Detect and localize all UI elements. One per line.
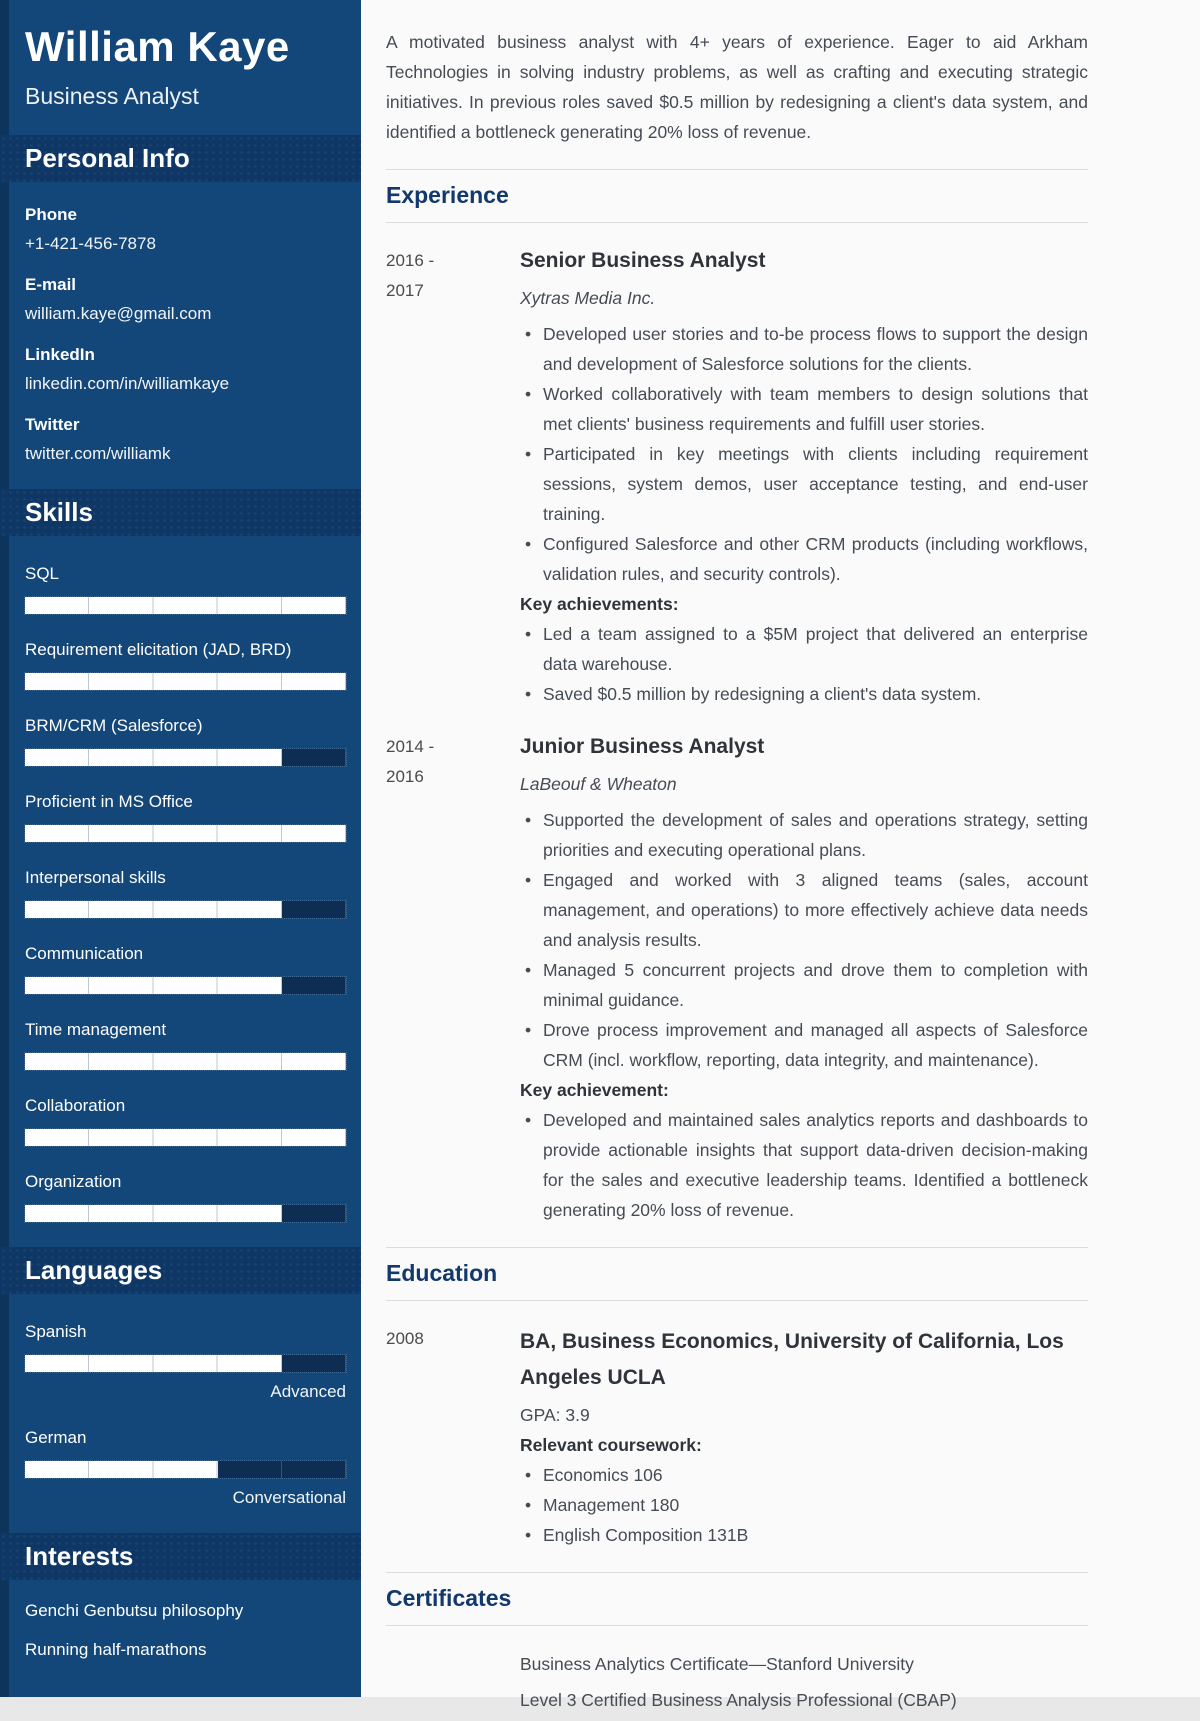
skill-level-bar xyxy=(25,749,346,766)
job-title: Junior Business Analyst xyxy=(520,735,765,758)
experience-section-header xyxy=(386,169,1088,223)
education-body xyxy=(520,1324,1088,1550)
bar-segment-grid xyxy=(25,597,346,614)
languages-section-header xyxy=(0,1247,361,1294)
job-duty: • Worked collaboratively with team members to design solutions that met clients' business requirements and fulfill user stories. xyxy=(520,379,1088,439)
job-duty: • Supported the development of sales and operations strategy, setting priorities and executing operational plans. xyxy=(520,805,1088,865)
bar-segment-grid xyxy=(25,1205,346,1222)
personal-info-list xyxy=(0,182,361,464)
languages-heading: Languages xyxy=(25,1255,163,1285)
phone-value: +1-421-456-7878 xyxy=(25,234,156,253)
skills-heading: Skills xyxy=(25,497,93,527)
job-duty: • Configured Salesforce and other CRM products (including workflows, validation rules, and security controls). xyxy=(520,529,1088,589)
twitter-value: twitter.com/williamk xyxy=(25,444,171,463)
date-end: 2017 xyxy=(386,281,424,300)
education-year: 2008 xyxy=(386,1329,424,1348)
key-achievement: • Saved $0.5 million by redesigning a client's data system. xyxy=(520,679,1088,709)
date-start: 2014 - xyxy=(386,737,435,756)
experience-body xyxy=(520,732,1088,1225)
skill-name: Organization xyxy=(25,1172,122,1191)
candidate-name: William Kaye xyxy=(25,23,290,70)
candidate-job-title: Business Analyst xyxy=(25,83,199,109)
bar-segment-grid xyxy=(25,1461,346,1478)
skill-name: BRM/CRM (Salesforce) xyxy=(25,716,203,735)
key-achievement: • Led a team assigned to a $5M project that delivered an enterprise data warehouse. xyxy=(520,619,1088,679)
email-label: E-mail xyxy=(25,275,77,294)
personal-info-section-header xyxy=(0,135,361,182)
certificates-heading: Certificates xyxy=(386,1585,512,1611)
job-duty: • Developed user stories and to-be process flows to support the design and development of Salesforce solutions for the clients. xyxy=(520,319,1088,379)
skill-level-bar xyxy=(25,1205,346,1222)
experience-heading: Experience xyxy=(386,182,509,208)
date-start: 2016 - xyxy=(386,251,435,270)
phone-label: Phone xyxy=(25,205,77,224)
bar-segment-grid xyxy=(25,977,346,994)
skills-list xyxy=(0,536,361,1222)
main-column xyxy=(361,0,1200,1721)
interests-list xyxy=(0,1580,361,1660)
skill-name: Proficient in MS Office xyxy=(25,792,193,811)
bar-segment-grid xyxy=(25,673,346,690)
job-title: Senior Business Analyst xyxy=(520,249,766,272)
skill-item xyxy=(25,640,346,690)
language-level-label: Conversational xyxy=(232,1488,346,1507)
skill-name: Communication xyxy=(25,944,144,963)
skill-item xyxy=(25,1020,346,1070)
date-end: 2016 xyxy=(386,767,424,786)
gpa-value: GPA: 3.9 xyxy=(520,1405,590,1425)
linkedin-label: LinkedIn xyxy=(25,345,95,364)
bar-segment-grid xyxy=(25,825,346,842)
bar-segment-grid xyxy=(25,1053,346,1070)
key-achievement-list xyxy=(520,1105,1088,1225)
course-item: • Economics 106 xyxy=(520,1460,1088,1490)
certificates-body xyxy=(520,1649,1088,1721)
job-duty: • Drove process improvement and managed all aspects of Salesforce CRM (incl. workflow, reporting, data integrity, and maintenance). xyxy=(520,1015,1088,1075)
job-duty: • Managed 5 concurrent projects and drove them to completion with minimal guidance. xyxy=(520,955,1088,1015)
sidebar xyxy=(0,0,361,1697)
skill-level-bar xyxy=(25,977,346,994)
job-duty: • Participated in key meetings with clients including requirement sessions, system demos, user acceptance testing, and end-user training. xyxy=(520,439,1088,529)
course-item: • Management 180 xyxy=(520,1490,1088,1520)
certificates-date-spacer xyxy=(386,1649,520,1721)
job-duty-list xyxy=(520,319,1088,589)
coursework-list xyxy=(520,1460,1088,1550)
skill-item xyxy=(25,1172,346,1222)
certificate-item: Level 3 Certified Business Analysis Professional (CBAP) xyxy=(520,1690,957,1710)
job-duty-list xyxy=(520,805,1088,1075)
skill-item xyxy=(25,564,346,614)
linkedin-value: linkedin.com/in/williamkaye xyxy=(25,374,230,393)
skill-name: Collaboration xyxy=(25,1096,126,1115)
language-name: Spanish xyxy=(25,1322,87,1341)
languages-list xyxy=(0,1294,361,1508)
experience-entry xyxy=(386,732,1088,1225)
degree-title: BA, Business Economics, University of California, Los Angeles UCLA xyxy=(520,1330,1064,1389)
skill-name: Requirement elicitation (JAD, BRD) xyxy=(25,640,292,659)
sidebar-header xyxy=(0,0,361,110)
experience-dates xyxy=(386,732,520,1225)
bar-segment-grid xyxy=(25,749,346,766)
skill-item xyxy=(25,868,346,918)
skill-level-bar xyxy=(25,597,346,614)
experience-body xyxy=(520,246,1088,709)
company-name: LaBeouf & Wheaton xyxy=(520,774,677,794)
education-heading: Education xyxy=(386,1260,498,1286)
personal-info-item xyxy=(25,415,346,464)
education-entry xyxy=(386,1324,1088,1550)
email-value: william.kaye@gmail.com xyxy=(25,304,212,323)
interest-item: Running half-marathons xyxy=(25,1640,207,1659)
interest-item: Genchi Genbutsu philosophy xyxy=(25,1601,244,1620)
skills-section-header xyxy=(0,489,361,536)
key-achievements-label: Key achievement: xyxy=(520,1080,669,1100)
course-item: • English Composition 131B xyxy=(520,1520,1088,1550)
skill-level-bar xyxy=(25,673,346,690)
certificates-section-header xyxy=(386,1572,1088,1626)
key-achievement-list xyxy=(520,619,1088,709)
skill-level-bar xyxy=(25,901,346,918)
education-section-header xyxy=(386,1247,1088,1301)
language-item xyxy=(25,1428,346,1508)
skill-level-bar xyxy=(25,825,346,842)
interests-heading: Interests xyxy=(25,1541,134,1571)
job-duty: • Engaged and worked with 3 aligned teams (sales, account management, and operations) to more effectively achieve data needs and analysis results. xyxy=(520,865,1088,955)
skill-item xyxy=(25,944,346,994)
experience-dates xyxy=(386,246,520,709)
language-level-label: Advanced xyxy=(270,1382,346,1401)
bar-segment-grid xyxy=(25,1129,346,1146)
personal-info-item xyxy=(25,275,346,324)
language-name: German xyxy=(25,1428,87,1447)
company-name: Xytras Media Inc. xyxy=(520,288,656,308)
bar-segment-grid xyxy=(25,901,346,918)
skill-name: SQL xyxy=(25,564,60,583)
skill-level-bar xyxy=(25,1053,346,1070)
twitter-label: Twitter xyxy=(25,415,80,434)
skill-name: Time management xyxy=(25,1020,167,1039)
language-item xyxy=(25,1322,346,1402)
professional-summary: A motivated business analyst with 4+ years of experience. Eager to aid Arkham Technologies in solving industry problems, as well as crafting and executing strategic initiatives. In previous roles saved $0.5 million by redesigning a client's data system, and identified a bottleneck generating 20% loss of revenue. xyxy=(386,32,1088,142)
language-level-bar xyxy=(25,1355,346,1372)
key-achievement: • Developed and maintained sales analytics reports and dashboards to provide actionable insights that support data-driven decision-making for the sales and executive leadership teams. Identified a bottleneck generating 20% loss of revenue. xyxy=(520,1105,1088,1225)
personal-info-heading: Personal Info xyxy=(25,143,190,173)
skill-item xyxy=(25,1096,346,1146)
language-level-bar xyxy=(25,1461,346,1478)
coursework-label: Relevant coursework: xyxy=(520,1435,702,1455)
bar-segment-grid xyxy=(25,1355,346,1372)
key-achievements-label: Key achievements: xyxy=(520,594,679,614)
skill-item xyxy=(25,716,346,766)
personal-info-item xyxy=(25,205,346,254)
experience-entry xyxy=(386,246,1088,709)
skill-level-bar xyxy=(25,1129,346,1146)
skill-item xyxy=(25,792,346,842)
certificates-entry xyxy=(386,1649,1088,1721)
certificate-item: Business Analytics Certificate—Stanford University xyxy=(520,1654,914,1674)
interests-section-header xyxy=(0,1533,361,1580)
personal-info-item xyxy=(25,345,346,394)
skill-name: Interpersonal skills xyxy=(25,868,166,887)
